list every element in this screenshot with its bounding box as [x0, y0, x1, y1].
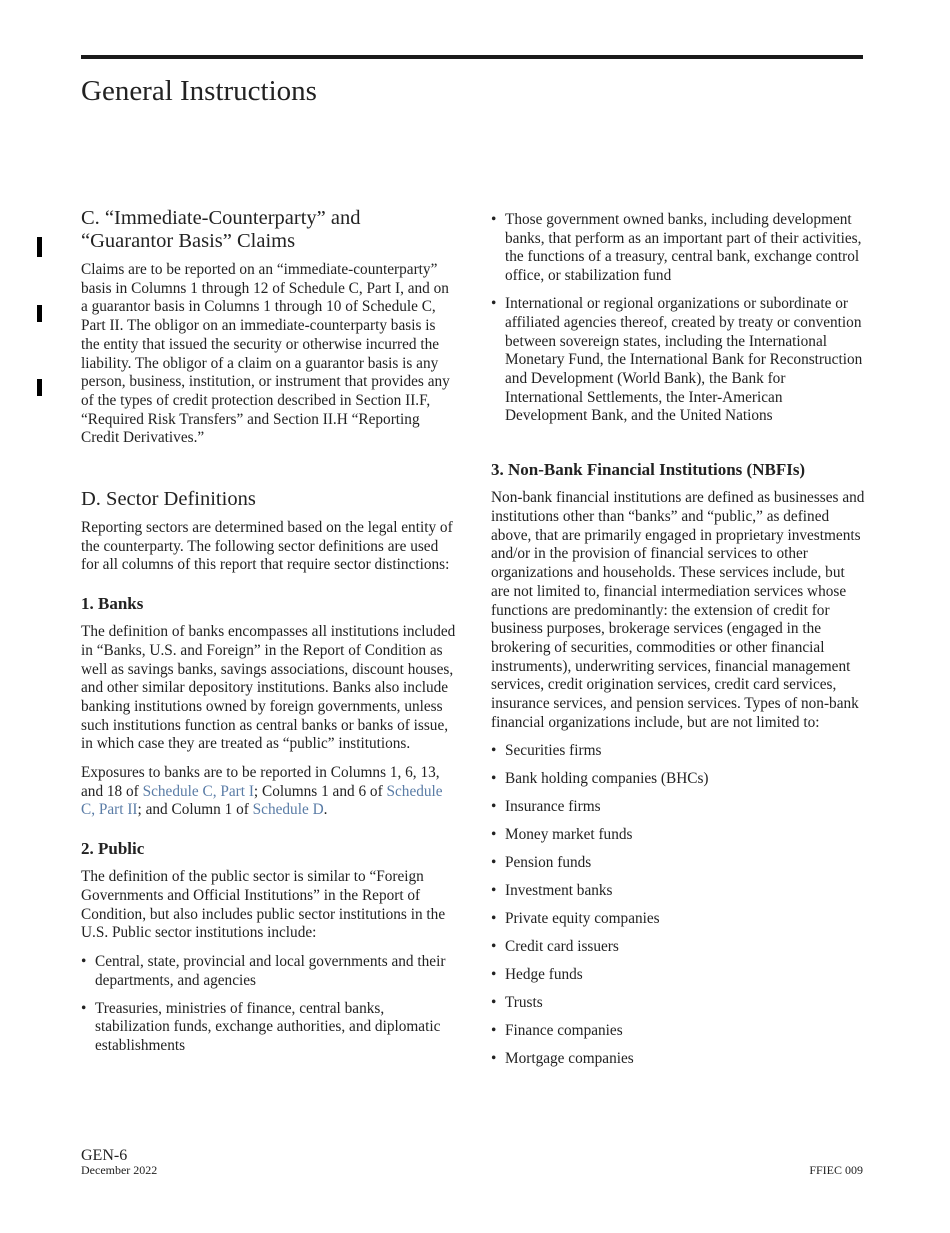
nbfi-bullet-item: • Finance companies: [491, 1022, 865, 1041]
footer-date: December 2022: [81, 1163, 158, 1177]
section-c-heading-line1: C. “Immediate-Counterparty” and: [81, 207, 361, 229]
banks-exposure-text: ; Columns 1 and 6 of: [253, 782, 387, 800]
section-c-paragraph: Claims are to be reported on an “immediate-counterparty” basis in Columns 1 through 12 of Schedule C, Part I, and on a guarantor basis in Columns 1 through 10 of Schedule C, Part II. The obligor on an immediate-counterparty basis is the entity that issued the security or otherwise incurred the liability. The obligor of a claim on a guarantor basis is any person, business, institution, or instrument that provides any of the types of credit protection described in Section II.F, “Required Risk Transfers” and Section II.H “Reporting Credit Derivatives.”: [81, 261, 450, 447]
nbfi-bullet-item: • Credit card issuers: [491, 938, 865, 957]
right-column: [491, 211, 865, 1078]
revision-bar: [37, 379, 42, 396]
nbfi-bullet-item: • Mortgage companies: [491, 1050, 865, 1069]
nbfi-paragraph: Non-bank financial institutions are defined as businesses and institutions other than “banks” and “public,” as defined above, that are primarily engaged in proprietary investments and/or in the provision of financial services to other organizations and households. These services include, but are not limited to, financial intermediation services whose functions are predominantly: the extension of credit for business purposes, brokerage services (engaged in the brokering of securities, commodities or other financial instruments), underwriting services, financial management services, credit origination services, credit card services, insurance services, and pension services. Types of non-bank financial organizations include, but are not limited to:: [491, 489, 865, 731]
footer-form-id: FFIEC 009: [809, 1163, 863, 1177]
public-bullet-item: • Those government owned banks, including development banks, that perform as an important part of their activities, the functions of a treasury, central bank, exchange control office, or stabilization fund: [491, 211, 865, 286]
nbfi-bullet-item: • Private equity companies: [491, 910, 865, 929]
left-column: [81, 207, 457, 1065]
nbfi-bullet-item: • Securities firms: [491, 742, 865, 761]
public-heading: 2. Public: [81, 839, 145, 859]
section-d-intro: Reporting sectors are determined based on the legal entity of the counterparty. The following sector definitions are used for all columns of this report that require sector distinctions:: [81, 519, 453, 574]
banks-exposure-paragraph: [81, 764, 457, 820]
nbfi-bullet-item: • Investment banks: [491, 882, 865, 901]
nbfi-bullet-list: [491, 742, 865, 1069]
revision-bar: [37, 305, 42, 322]
section-c-heading-line2: “Guarantor Basis” Claims: [81, 230, 296, 252]
nbfi-bullet-item: • Money market funds: [491, 826, 865, 845]
schedule-d-link[interactable]: Schedule D: [252, 801, 324, 819]
schedule-c-part-ii-link[interactable]: Schedule C, Part II: [81, 782, 443, 819]
public-paragraph: The definition of the public sector is similar to “Foreign Governments and Official Institutions” in the Report of Condition, but also includes public sector institutions in the U.S. Public sector institutions include:: [81, 868, 446, 942]
nbfi-bullet-item: • Insurance firms: [491, 798, 865, 817]
nbfi-heading: 3. Non-Bank Financial Institutions (NBFIs): [491, 460, 806, 480]
nbfi-bullet-item: • Hedge funds: [491, 966, 865, 985]
section-d-heading: D. Sector Definitions: [81, 488, 256, 511]
page-title: General Instructions: [81, 75, 317, 107]
nbfi-bullet-item: • Trusts: [491, 994, 865, 1013]
public-bullet-item: • Central, state, provincial and local governments and their departments, and agencies: [81, 953, 457, 990]
banks-heading: 1. Banks: [81, 594, 144, 614]
public-bullet-list-continued: [491, 211, 865, 426]
footer-page-number: GEN-6: [81, 1147, 128, 1164]
banks-exposure-text: Exposures to banks are to be reported in Columns 1, 6, 13, and 18 of: [81, 764, 440, 800]
top-rule: [81, 55, 863, 59]
nbfi-bullet-item: • Pension funds: [491, 854, 865, 873]
public-bullet-item: • International or regional organizations or subordinate or affiliated agencies thereof, created by treaty or convention between sovereign states, including the International Monetary Fund, the International Bank for Reconstruction and Development (World Bank), the Bank for International Settlements, the Inter-American Development Bank, and the United Nations: [491, 295, 865, 426]
nbfi-bullet-item: • Bank holding companies (BHCs): [491, 770, 865, 789]
public-bullet-list: [81, 953, 457, 1056]
banks-exposure-text: ; and Column 1 of: [137, 801, 253, 819]
revision-bar: [37, 237, 42, 257]
public-bullet-item: • Treasuries, ministries of finance, central banks, stabilization funds, exchange authorities, and diplomatic establishments: [81, 1000, 457, 1056]
banks-exposure-text: .: [323, 801, 328, 819]
banks-paragraph: The definition of banks encompasses all institutions included in “Banks, U.S. and Foreign” in the Report of Condition as well as savings banks, savings associations, discount houses, and other similar depository institutions. Banks also include banking institutions owned by foreign governments, unless such institutions function as central banks or banks of issue, in which case they are treated as “public” institutions.: [81, 623, 456, 753]
schedule-c-part-i-link[interactable]: Schedule C, Part I: [142, 782, 254, 800]
section-c-heading: [81, 207, 457, 253]
